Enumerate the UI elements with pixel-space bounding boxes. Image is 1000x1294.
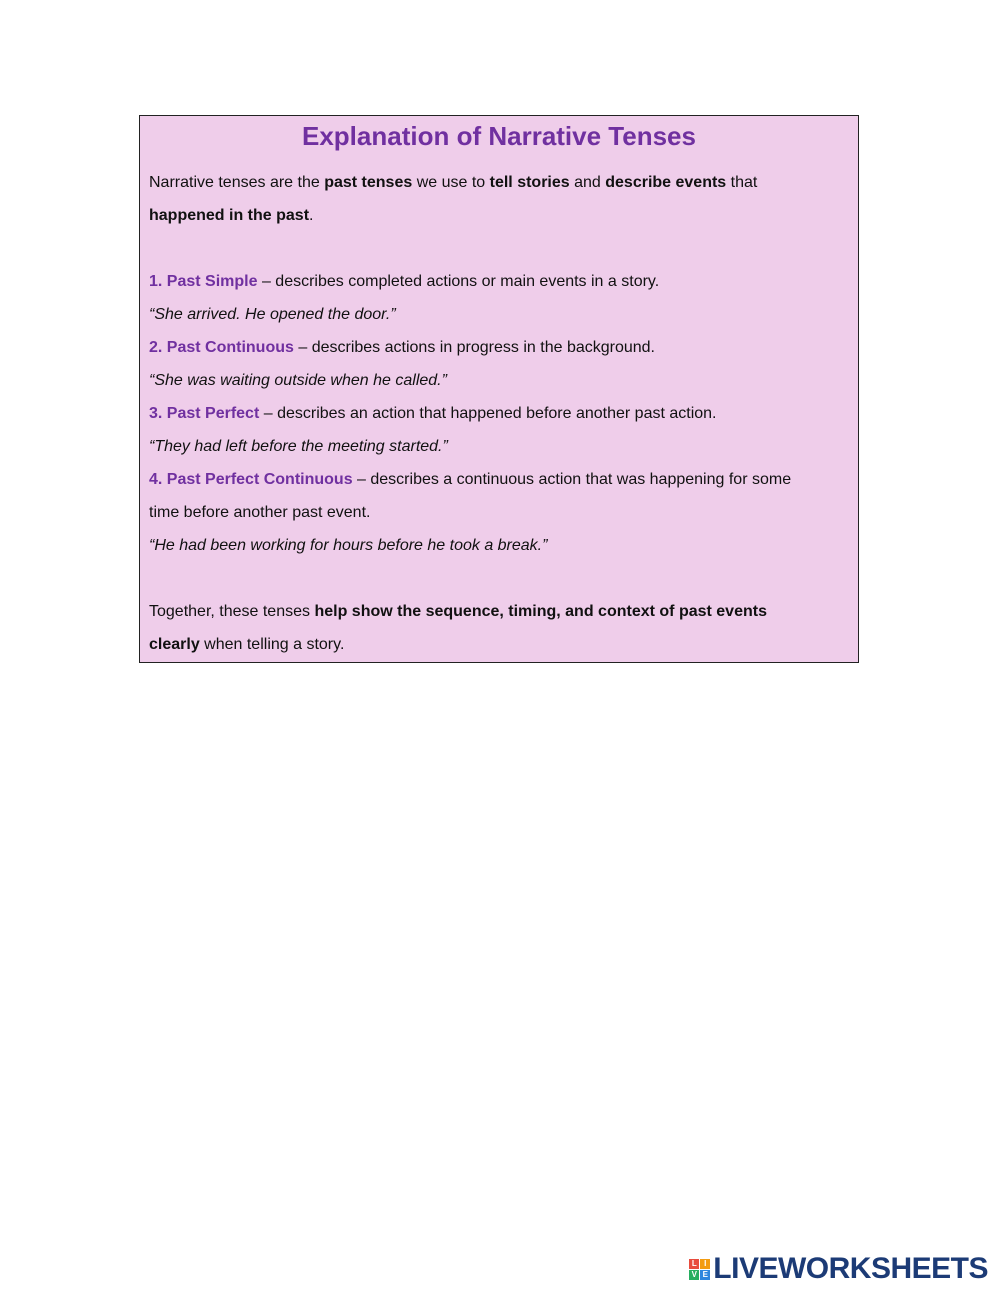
- logo-mark-icon: [689, 1259, 710, 1280]
- explanation-card: [139, 115, 859, 663]
- tense-4-desc-cont: time before another past event.: [149, 504, 371, 521]
- tense-2: 2. Past Continuous – describes actions in progress in the background.: [149, 339, 655, 356]
- logo-letter: V: [689, 1270, 699, 1280]
- conclusion-line-2: clearly when telling a story.: [149, 636, 345, 653]
- tense-name: 3. Past Perfect: [149, 405, 260, 422]
- tense-name: 4. Past Perfect Continuous: [149, 471, 353, 488]
- tense-name: 1. Past Simple: [149, 273, 258, 290]
- tense-4-example: “He had been working for hours before he took a break.”: [149, 537, 548, 554]
- intro-line-1: Narrative tenses are the past tenses we use to tell stories and describe events that: [149, 174, 758, 191]
- logo-letter: E: [700, 1270, 710, 1280]
- logo-letter: L: [689, 1259, 699, 1269]
- logo-text: LIVEWORKSHEETS: [713, 1252, 988, 1285]
- tense-3: 3. Past Perfect – describes an action that happened before another past action.: [149, 405, 717, 422]
- tense-3-example: “They had left before the meeting started.”: [149, 438, 448, 455]
- liveworksheets-logo: [689, 1254, 988, 1284]
- tense-name: 2. Past Continuous: [149, 339, 294, 356]
- conclusion-line-1: Together, these tenses help show the sequence, timing, and context of past events: [149, 603, 767, 620]
- tense-2-example: “She was waiting outside when he called.”: [149, 372, 447, 389]
- tense-1-example: “She arrived. He opened the door.”: [149, 306, 396, 323]
- intro-line-2: happened in the past.: [149, 207, 314, 224]
- logo-letter: I: [700, 1259, 710, 1269]
- tense-4: 4. Past Perfect Continuous – describes a continuous action that was happening for some: [149, 471, 792, 488]
- card-title: Explanation of Narrative Tenses: [302, 121, 696, 151]
- tense-1: 1. Past Simple – describes completed actions or main events in a story.: [149, 273, 660, 290]
